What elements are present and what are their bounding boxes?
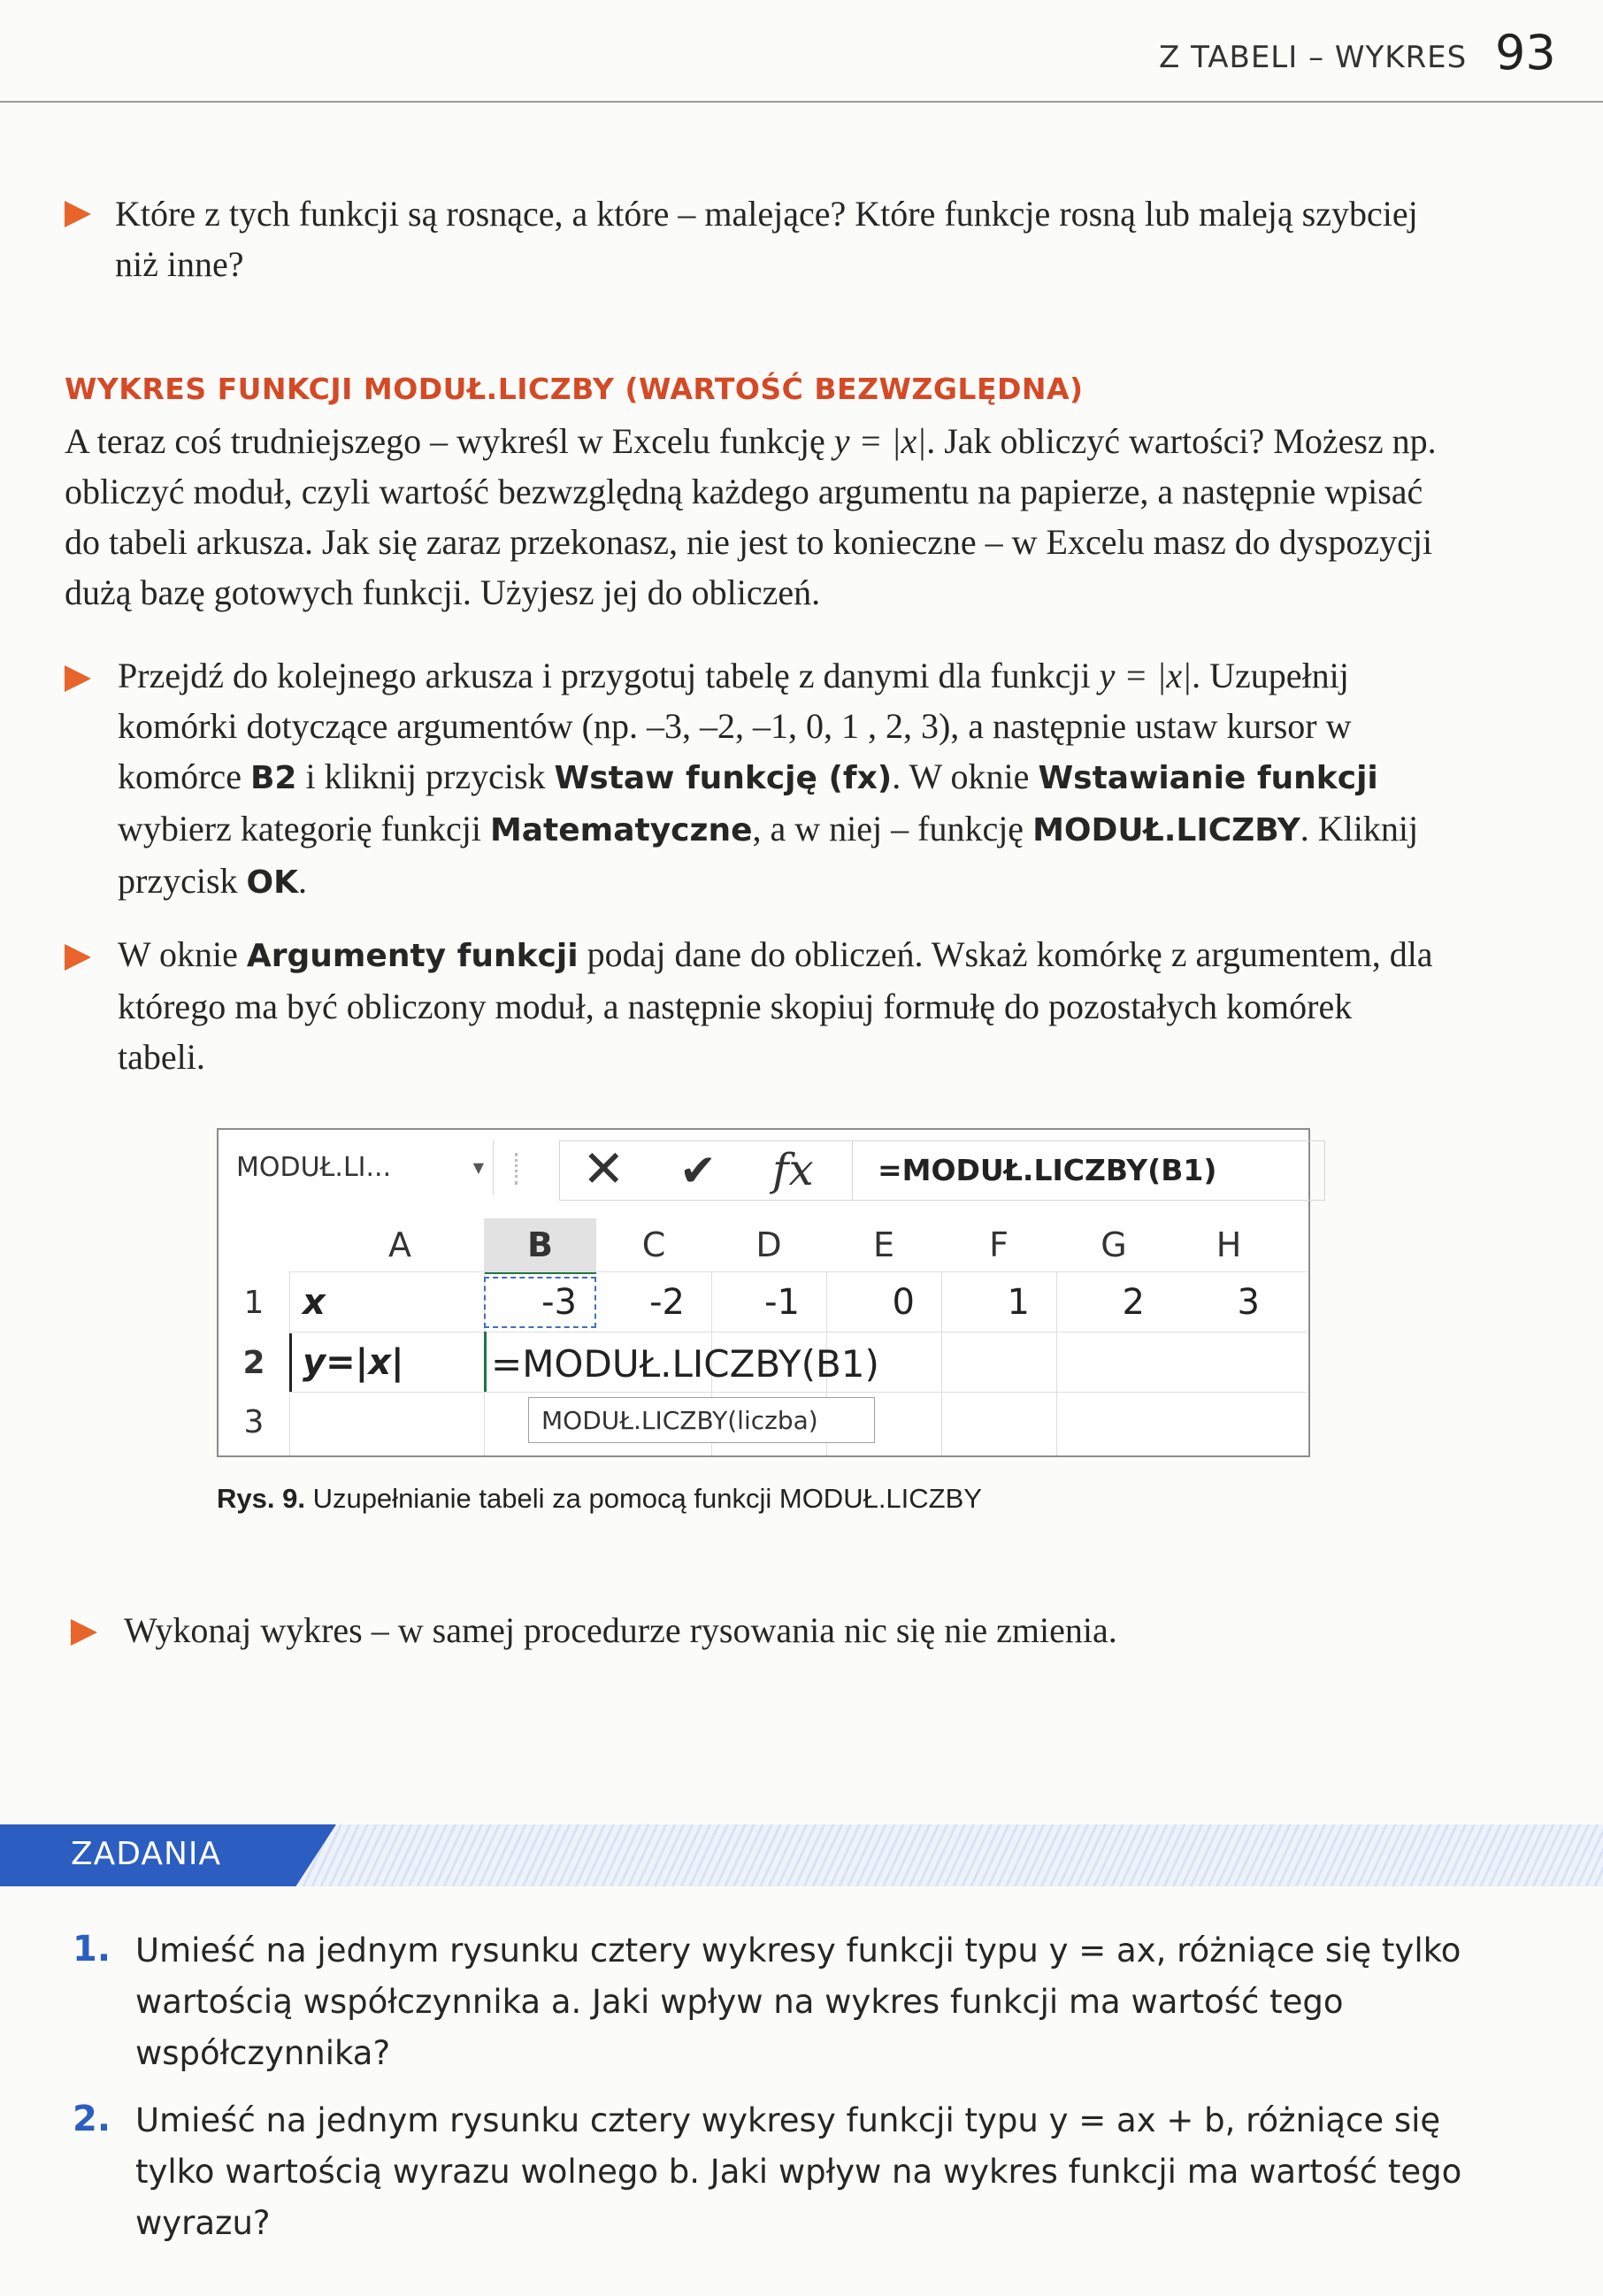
task-number: 2. (73, 2099, 111, 2139)
cell-a2[interactable]: y=|x| (303, 1342, 404, 1383)
header-rule (0, 101, 1603, 103)
cell-e1[interactable]: 0 (892, 1282, 915, 1323)
bullet-triangle-icon (65, 201, 91, 227)
column-header-b[interactable]: B (527, 1225, 553, 1264)
cancel-icon[interactable]: ✕ (582, 1139, 625, 1199)
cell-f1[interactable]: 1 (1007, 1282, 1030, 1323)
bullet-triangle-icon (65, 944, 91, 971)
cell-h1[interactable]: 3 (1237, 1282, 1260, 1323)
column-header-h[interactable]: H (1216, 1225, 1242, 1264)
running-head: Z TABELI – WYKRES (1159, 40, 1468, 75)
column-header-d[interactable]: D (755, 1225, 782, 1264)
excel-screenshot (217, 1128, 1310, 1457)
column-header-c[interactable]: C (641, 1225, 666, 1264)
gridline (941, 1271, 942, 1455)
cell-a1[interactable]: x (303, 1282, 326, 1323)
task-number: 1. (73, 1929, 111, 1970)
row-header-2[interactable]: 2 (242, 1345, 265, 1381)
checkmark-icon[interactable]: ✔ (679, 1145, 717, 1196)
function-tooltip: MODUŁ.LICZBY(liczba) (528, 1397, 875, 1443)
section-heading: WYKRES FUNKCJI MODUŁ.LICZBY (WARTOŚĆ BEZWZGLĘDNA) (65, 372, 1084, 406)
instruction-insert-function: Przejdź do kolejnego arkusza i przygotuj tabelę z danymi dla funkcji y = |x|. Uzupełnij komórki dotyczące argumentów (np. –3, –2, –1, 0, 1 , 2, 3), a następnie ustaw kursor w komórce B2 i kliknij przycisk Wstaw funkcję (fx). W oknie Wstawianie funkcji wybierz kategorię funkcji Matematyczne, a w niej – funkcję MODUŁ.LICZBY. Kliknij przycisk OK. (118, 656, 1419, 901)
task-text: Umieść na jednym rysunku cztery wykresy funkcji typu y = ax + b, różniące się tylko wartością wyrazu wolnego b. Jaki wpływ na wykres funkcji ma wartość tego wyrazu? (135, 2101, 1462, 2242)
toolbar-grip-icon (515, 1153, 521, 1185)
task-text: Umieść na jednym rysunku cztery wykresy funkcji typu y = ax, różniące się tylko wartością współczynnika a. Jaki wpływ na wykres funkcji ma wartość tego współczynnika? (135, 1931, 1461, 2072)
bullet-question-text: Które z tych funkcji są rosnące, a które – malejące? Które funkcje rosną lub maleją szybciej niż inne? (115, 194, 1418, 284)
column-header-e[interactable]: E (872, 1225, 894, 1264)
gridline (1056, 1271, 1057, 1455)
name-box[interactable] (227, 1140, 494, 1195)
worksheet-grid (219, 1218, 1308, 1455)
section-intro: A teraz coś trudniejszego – wykreśl w Excelu funkcję y = |x|. Jak obliczyć wartości? Możesz np. obliczyć moduł, czyli wartość bezwzględną każdego argumentu na papierze, a następnie wpisać do tabeli arkusza. Jak się zaraz przekonasz, nie jest to konieczne – w Excelu masz do dyspozycji dużą bazę gotowych funkcji. Użyjesz jej do obliczeń. (65, 421, 1437, 612)
cell-g1[interactable]: 2 (1122, 1282, 1145, 1323)
bullet-triangle-icon (65, 665, 91, 692)
row-header-3[interactable]: 3 (243, 1404, 265, 1440)
formula-bar[interactable]: =MODUŁ.LICZBY(B1) (852, 1140, 1325, 1201)
chevron-down-icon[interactable]: ▼ (472, 1159, 484, 1176)
figure-caption: Rys. 9. Uzupełnianie tabeli za pomocą funkcji MODUŁ.LICZBY (217, 1483, 982, 1514)
insert-function-icon[interactable]: fx (772, 1144, 814, 1195)
name-box-value: MODUŁ.LI... (236, 1152, 392, 1183)
gridline (289, 1392, 1307, 1393)
bullet-triangle-icon (71, 1619, 97, 1646)
cell-d1[interactable]: -1 (764, 1282, 800, 1323)
tasks-heading: ZADANIA (71, 1836, 222, 1872)
formula-buttons (559, 1140, 853, 1201)
cell-b2-formula[interactable]: =MODUŁ.LICZBY(B1) (491, 1342, 879, 1386)
instruction-chart: Wykonaj wykres – w samej procedurze rysowania nic się nie zmienia. (124, 1610, 1117, 1650)
column-header-g[interactable]: G (1101, 1225, 1127, 1264)
row-header-1[interactable]: 1 (243, 1285, 265, 1321)
column-header-f[interactable]: F (989, 1225, 1009, 1264)
gridline (289, 1271, 1307, 1272)
cell-b1[interactable]: -3 (541, 1282, 577, 1323)
column-header-a[interactable]: A (388, 1225, 411, 1264)
page-number: 93 (1495, 25, 1556, 81)
cell-c1[interactable]: -2 (649, 1282, 685, 1323)
instruction-arguments: W oknie Argumenty funkcji podaj dane do obliczeń. Wskaż komórkę z argumentem, dla którego ma być obliczony moduł, a następnie skopiuj formułę do pozostałych komórek tabeli. (118, 934, 1433, 1077)
